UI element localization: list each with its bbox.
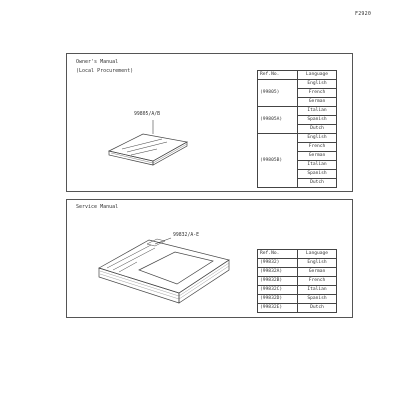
service-manual-part-label: 99832/A-E — [173, 233, 199, 238]
ref-no-cell: (99805) — [258, 80, 298, 107]
language-header: Language — [298, 250, 337, 259]
language-cell: French — [298, 277, 337, 286]
figure-code: F2920 — [355, 11, 372, 17]
language-cell: French — [298, 143, 337, 152]
owners-manual-subtitle: (Local Procurement) — [76, 68, 134, 74]
language-cell: German — [298, 152, 337, 161]
language-cell: Dutch — [298, 304, 337, 313]
language-cell: Spanish — [298, 295, 337, 304]
language-cell: Italian — [298, 286, 337, 295]
language-cell: Italian — [298, 107, 337, 116]
language-cell: Dutch — [298, 179, 337, 188]
owners-manual-part-label: 99805/A/B — [134, 112, 160, 117]
table-row — [258, 304, 337, 313]
language-cell: German — [298, 98, 337, 107]
table-header-row — [258, 71, 337, 80]
owners-manual-ref-table — [257, 70, 337, 188]
ref-no-cell: (99832B) — [258, 277, 298, 286]
ref-no-header: Ref.No. — [258, 250, 298, 259]
service-manual-title: Service Manual — [76, 204, 119, 210]
language-cell: Italian — [298, 161, 337, 170]
ref-no-cell: (99832A) — [258, 268, 298, 277]
table-row — [258, 268, 337, 277]
table-header-row — [258, 250, 337, 259]
table-row — [258, 134, 337, 143]
table-row — [258, 277, 337, 286]
language-cell: English — [298, 80, 337, 89]
owners-manual-panel — [66, 53, 353, 192]
language-header: Language — [298, 71, 337, 80]
language-cell: English — [298, 259, 337, 268]
ref-no-header: Ref.No. — [258, 71, 298, 80]
ref-no-cell: (99832C) — [258, 286, 298, 295]
table-row — [258, 259, 337, 268]
service-manual-ref-table — [257, 249, 337, 313]
ref-no-cell: (99805A) — [258, 107, 298, 134]
table-row — [258, 80, 337, 89]
language-cell: French — [298, 89, 337, 98]
table-row — [258, 295, 337, 304]
language-cell: Dutch — [298, 125, 337, 134]
ref-no-cell: (99832) — [258, 259, 298, 268]
language-cell: German — [298, 268, 337, 277]
ref-no-cell: (99832E) — [258, 304, 298, 313]
ref-no-cell: (99805B) — [258, 134, 298, 188]
language-cell: Spanish — [298, 116, 337, 125]
table-row — [258, 107, 337, 116]
table-row — [258, 286, 337, 295]
service-manual-panel — [66, 199, 353, 318]
language-cell: Spanish — [298, 170, 337, 179]
owners-manual-title: Owner's Manual — [76, 59, 119, 65]
ref-no-cell: (99832D) — [258, 295, 298, 304]
language-cell: English — [298, 134, 337, 143]
